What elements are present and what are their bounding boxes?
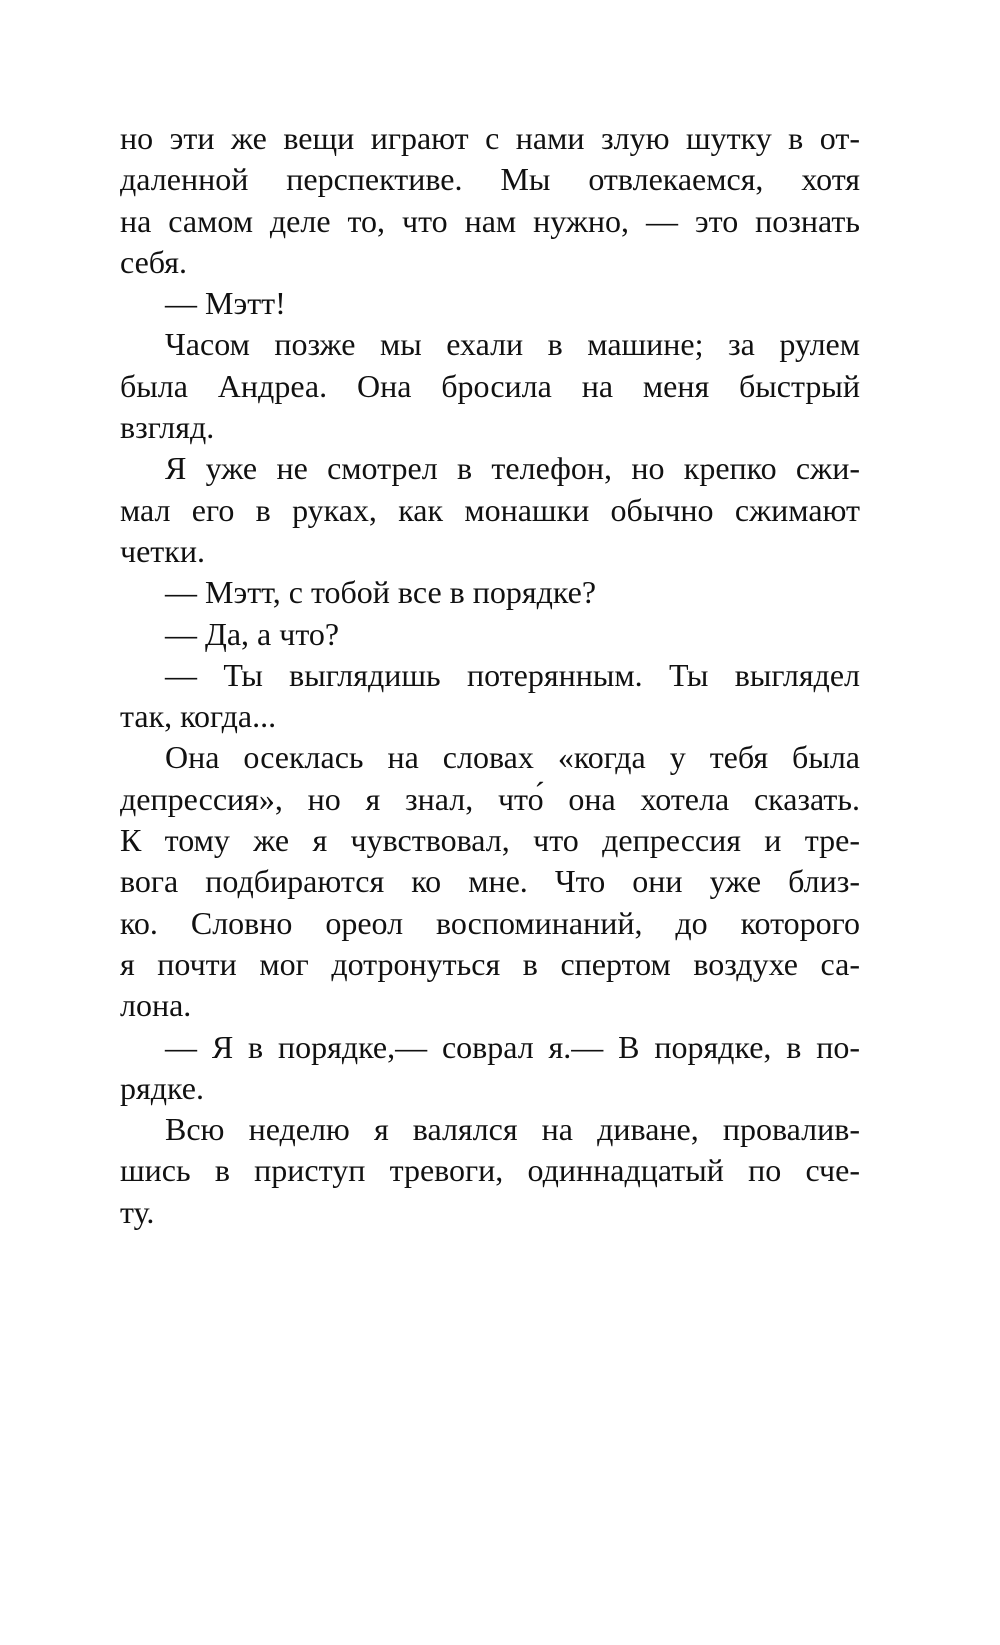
text-line: четки.	[120, 532, 205, 569]
text-line: но эти же вещи играют с нами злую шутку в от-	[120, 120, 860, 156]
text-line: — Да, а что?	[165, 615, 340, 652]
text-line: была Андреа. Она бросила на меня быстрый	[120, 367, 860, 404]
text-line: — Мэтт, с тобой все в порядке?	[165, 574, 597, 611]
text-line: на самом деле то, что нам нужно, — это познать	[120, 202, 860, 239]
text-line: ко. Словно ореол воспоминаний, до которого	[120, 904, 860, 941]
text-line: я почти мог дотронуться в спертом воздухе са-	[120, 945, 860, 982]
text-line: Я уже не смотрел в телефон, но крепко сжи-	[165, 450, 860, 487]
text-line: шись в приступ тревоги, одиннадцатый по сче-	[120, 1152, 860, 1189]
text-line: мал его в руках, как монашки обычно сжимают	[120, 491, 860, 528]
text-line: лона.	[120, 987, 192, 1024]
text-line: вога подбираются ко мне. Что они уже близ-	[120, 863, 860, 900]
text-line: Она осеклась на словах «когда у тебя была	[165, 739, 860, 776]
text-line: депрессия», но я знал, что́ она хотела сказать.	[120, 780, 860, 817]
text-line: — Ты выглядишь потерянным. Ты выглядел	[165, 656, 860, 693]
text-line: — Я в порядке,— соврал я.— В порядке, в по-	[165, 1028, 860, 1065]
text-line: даленной перспективе. Мы отвлекаемся, хотя	[120, 161, 860, 198]
text-line: — Мэтт!	[165, 285, 286, 322]
text-line: взгляд.	[120, 409, 215, 446]
text-line: рядке.	[120, 1069, 204, 1106]
text-line: себя.	[120, 243, 187, 280]
text-line: так, когда...	[120, 698, 277, 735]
text-line: К тому же я чувствовал, что депрессия и тре-	[120, 822, 860, 859]
text-line: ту.	[120, 1193, 155, 1230]
page-body-text	[120, 118, 860, 1233]
text-line: Всю неделю я валялся на диване, провалив-	[165, 1111, 860, 1148]
text-line: Часом позже мы ехали в машине; за рулем	[165, 326, 860, 363]
